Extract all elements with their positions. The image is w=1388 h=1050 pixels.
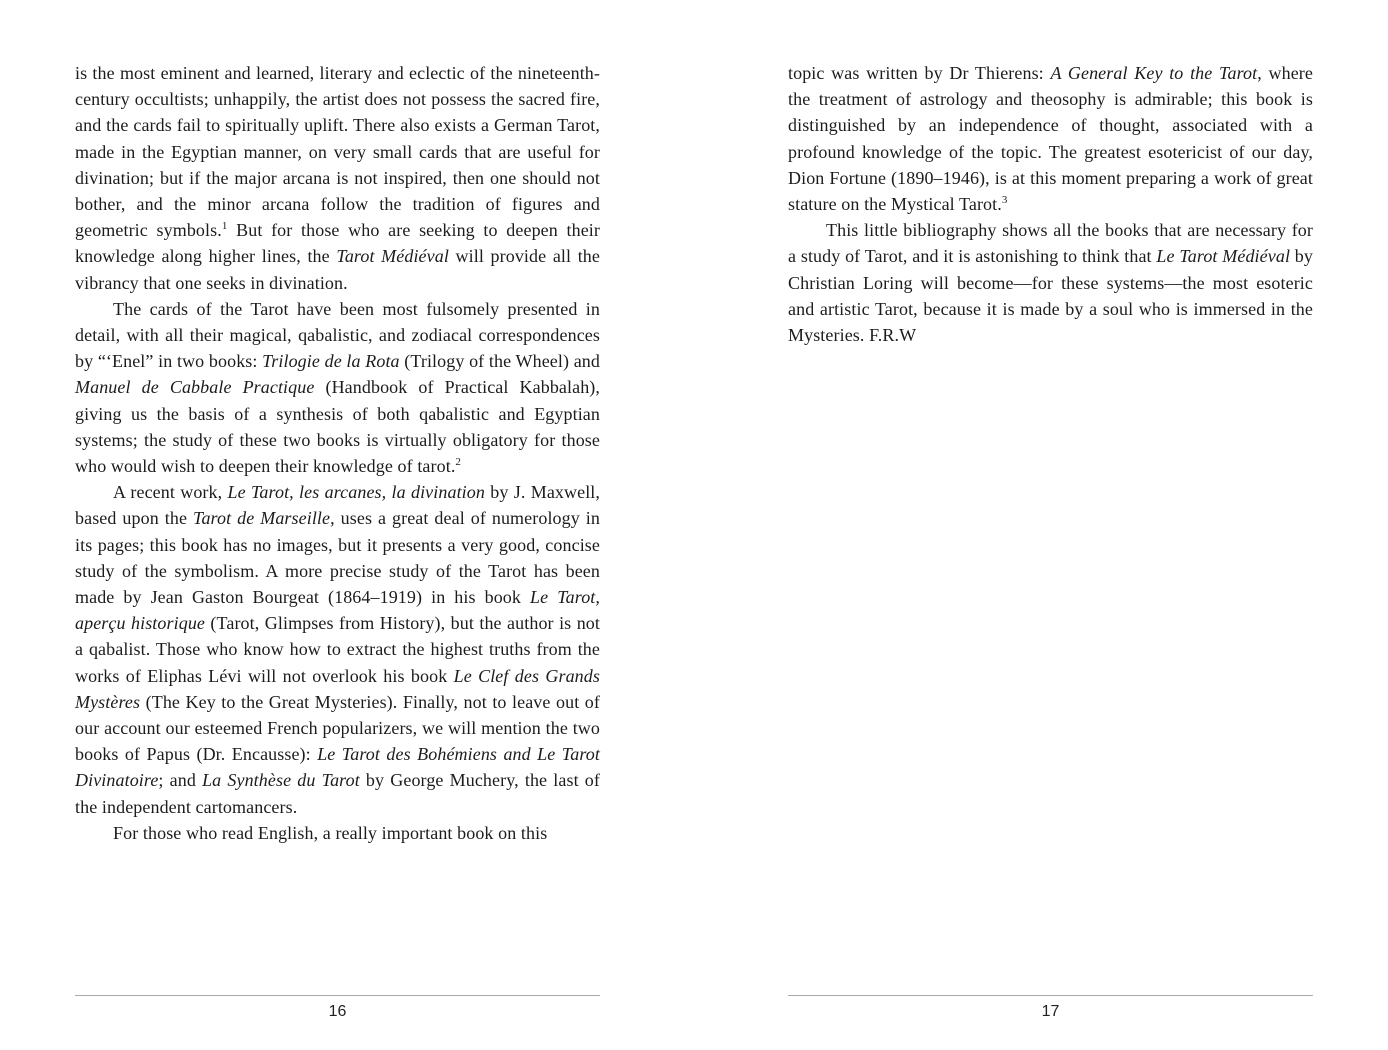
paragraph: The cards of the Tarot have been most fulsomely presented in detail, with all their magical, qabalistic, and zodiacal correspondences by “‘Enel” in two books: Trilogie de la Rota (Trilogy of the Wheel) and Manuel de Cabbale Practique (Handbook of Practical Kabbalah), giving us the basis of a synthesis of both qabalistic and Egyptian systems; the study of these two books is virtually obligatory for those who would wish to deepen their knowledge of tarot.$^2$ bbox=[75, 298, 600, 477]
paragraph: For those who read English, a really important book on this bbox=[113, 822, 548, 843]
footer-rule bbox=[788, 995, 1313, 996]
page-number: 16 bbox=[328, 1003, 347, 1020]
footer-rule bbox=[75, 995, 600, 996]
paragraph: This little bibliography shows all the books that are necessary for a study of Tarot, and it is astonishing to think that Le Tarot Médiéval by Christian Loring will become—for these systems—the most esoteric and artistic Tarot, because it is made by a soul who is immersed in the Mysteries. F.R.W bbox=[788, 220, 1313, 346]
paragraph: A recent work, Le Tarot, les arcanes, la divination by J. Maxwell, based upon the Tarot de Marseille, uses a great deal of numerology in its pages; this book has no images, but it presents a very good, concise study of the symbolism. A more precise study of the Tarot has been made by Jean Gaston Bourgeat (1864–1919) in his book Le Tarot, aperçu historique (Tarot, Glimpses from History), but the author is not a qabalist. Those who know how to extract the highest truths from the works of Eliphas Lévi will not overlook his book Le Clef des Grands Mystères (The Key to the Great Mysteries). Finally, not to leave out of our account our esteemed French popularizers, we will mention the two books of Papus (Dr. Encausse): Le Tarot des Bohémiens and Le Tarot Divinatoire; and La Synthèse du Tarot by George Muchery, the last of the independent cartomancers. bbox=[75, 482, 600, 817]
page-17 bbox=[788, 0, 1313, 1050]
page-16-text bbox=[75, 60, 600, 846]
paragraph: is the most eminent and learned, literary and eclectic of the nineteenth-century occultists; unhappily, the artist does not possess the sacred fire, and the cards fail to spiritually uplift. There also exists a German Tarot, made in the Egyptian manner, on very small cards that are useful for divination; but if the major arcana is not inspired, then one should not bother, and the minor arcana follow the tradition of figures and geometric symbols.$^1$ But for those who are seeking to deepen their knowledge along higher lines, the Tarot Médiéval will provide all the vibrancy that one seeks in divination. bbox=[75, 63, 601, 293]
page-17-text bbox=[788, 60, 1313, 348]
page-16 bbox=[75, 0, 600, 1050]
page-17-footer bbox=[788, 995, 1313, 1021]
paragraph: topic was written by Dr Thierens: A General Key to the Tarot, where the treatment of astrology and theosophy is admirable; this book is distinguished by an independence of thought, associated with a profound knowledge of the topic. The greatest esotericist of our day, Dion Fortune (1890–1946), is at this moment preparing a work of great stature on the Mystical Tarot.$^3$ bbox=[788, 63, 1313, 215]
page-16-footer bbox=[75, 995, 600, 1021]
page-number: 17 bbox=[1041, 1003, 1060, 1020]
